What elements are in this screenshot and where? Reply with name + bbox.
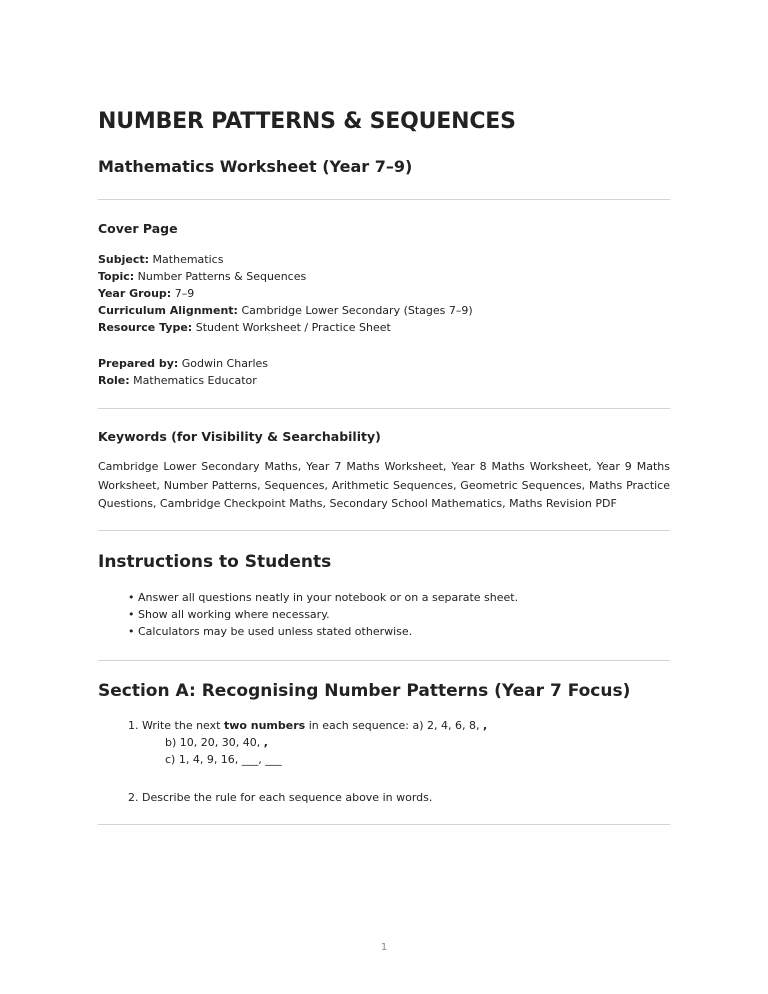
field-year-group: Year Group: 7–9 — [98, 287, 195, 300]
divider — [98, 660, 670, 661]
divider — [98, 199, 670, 200]
page-number: 1 — [380, 942, 388, 953]
field-curriculum: Curriculum Alignment: Cambridge Lower Secondary (Stages 7–9) — [98, 304, 473, 317]
question-2: 2. Describe the rule for each sequence above in words. — [128, 791, 433, 804]
field-topic: Topic: Number Patterns & Sequences — [98, 270, 307, 283]
divider — [98, 408, 670, 409]
cover-heading: Cover Page — [98, 221, 178, 236]
instructions-heading: Instructions to Students — [98, 552, 332, 572]
instruction-item: • Answer all questions neatly in your notebook or on a separate sheet. — [128, 591, 519, 604]
question-1: 1. Write the next two numbers in each sequence: a) 2, 4, 6, 8, , b) 10, 20, 30, 40, , c) 1, 4, 9, 16, ___, ___ — [128, 719, 488, 766]
field-subject: Subject: Mathematics — [98, 253, 224, 266]
divider — [98, 530, 670, 531]
keywords-heading: Keywords (for Visibility & Searchability) — [98, 429, 381, 444]
section-a-heading: Section A: Recognising Number Patterns (Year 7 Focus) — [98, 681, 631, 701]
page-subtitle: Mathematics Worksheet (Year 7–9) — [98, 157, 413, 176]
instruction-item: • Calculators may be used unless stated otherwise. — [128, 625, 413, 638]
divider — [98, 824, 670, 825]
instructions-list — [128, 589, 518, 640]
keywords-text: Cambridge Lower Secondary Maths, Year 7 Maths Worksheet, Year 8 Maths Worksheet, Year 9 Maths Worksheet, Number Patterns, Sequences, Arithmetic Sequences, Geometric Sequences, Maths Practice Questions, Cambridge Checkpoint Maths, Secondary School Mathematics, Maths Revision PDF — [98, 460, 670, 510]
cover-fields — [98, 251, 473, 389]
field-resource-type: Resource Type: Student Worksheet / Practice Sheet — [98, 321, 391, 334]
field-prepared-by: Prepared by: Godwin Charles — [98, 357, 269, 370]
page-title: NUMBER PATTERNS & SEQUENCES — [98, 109, 516, 134]
field-role: Role: Mathematics Educator — [98, 374, 257, 387]
instruction-item: • Show all working where necessary. — [128, 608, 330, 621]
